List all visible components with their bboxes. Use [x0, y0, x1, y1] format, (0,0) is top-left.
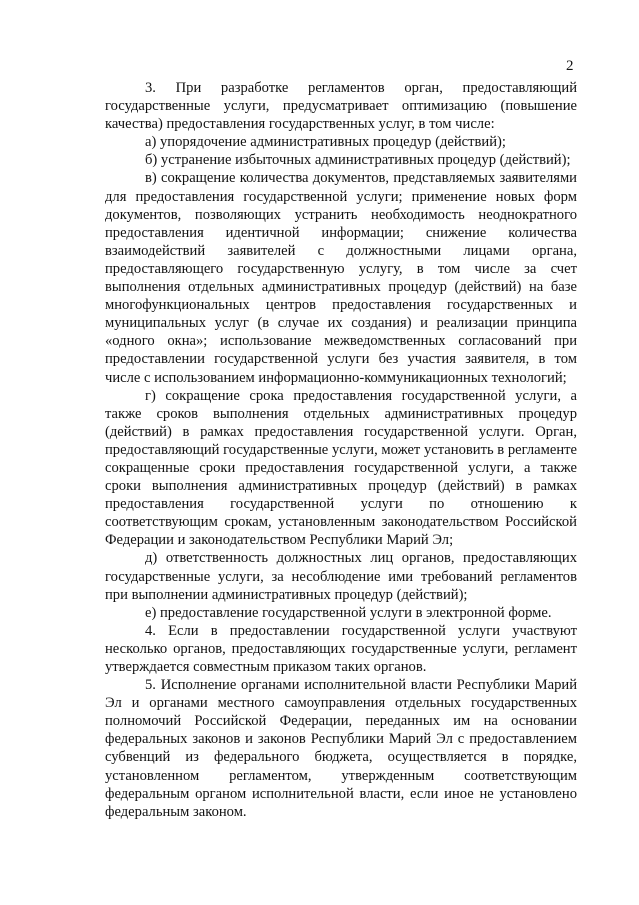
paragraph-3g: г) сокращение срока предоставления государственной услуги, а также сроков выполнения отдельных административных процедур (действий) в рамках предоставления государственной услуги. Орган, предоставляющий государственные услуги, может установить в регламенте сокращенные сроки предоставления государственной услуги, а также сроки выполнения административных процедур (действий) в рамках предоставления государственной услуги по отношению к соответствующим срокам, установленным законодательством Российской Федерации и законодательством Республики Марий Эл; [105, 387, 577, 549]
page-number: 2 [566, 58, 574, 74]
paragraph-3a: а) упорядочение административных процедур (действий); [145, 134, 506, 151]
paragraph-5: 5. Исполнение органами исполнительной власти Республики Марий Эл и органами местного самоуправления отдельных государственных полномочий Российской Федерации, переданных им на основании федеральных законов и законов Республики Марий Эл с предоставлением субвенций из федерального бюджета, осуществляется в порядке, установленном регламентом, утвержденным соответствующим федеральным органом исполнительной власти, если иное не установлено федеральным законом. [105, 677, 577, 820]
document-body [105, 79, 577, 821]
paragraph-3d: д) ответственность должностных лиц органов, предоставляющих государственные услуги, за несоблюдение ими требований регламентов при выполнении административных процедур (действий); [105, 550, 577, 603]
paragraph-4: 4. Если в предоставлении государственной услуги участвуют несколько органов, предоставляющих государственные услуги, регламент утверждается совместным приказом таких органов. [105, 622, 577, 675]
paragraph-3v: в) сокращение количества документов, представляемых заявителями для предоставления государственной услуги; применение новых форм документов, позволяющих устранить необходимость неоднократного предоставления идентичной информации; снижение количества взаимодействий заявителей с должностными лицами органа, предоставляющего государственную услугу, в том числе за счет выполнения отдельных административных процедур (действий) на базе многофункциональных центров предоставления государственных и муниципальных услуг (в случае их создания) и реализации принципа «одного окна»; использование межведомственных согласований при предоставлении государственной услуги без участия заявителя, в том числе с использованием информационно-коммуникационных технологий; [105, 170, 577, 386]
paragraph-3b: б) устранение избыточных административных процедур (действий); [145, 152, 571, 169]
paragraph-3: 3. При разработке регламентов орган, предоставляющий государственные услуги, предусматривает оптимизацию (повышение качества) предоставления государственных услуг, в том числе: [105, 80, 577, 133]
paragraph-3e: е) предоставление государственной услуги в электронной форме. [145, 604, 552, 621]
